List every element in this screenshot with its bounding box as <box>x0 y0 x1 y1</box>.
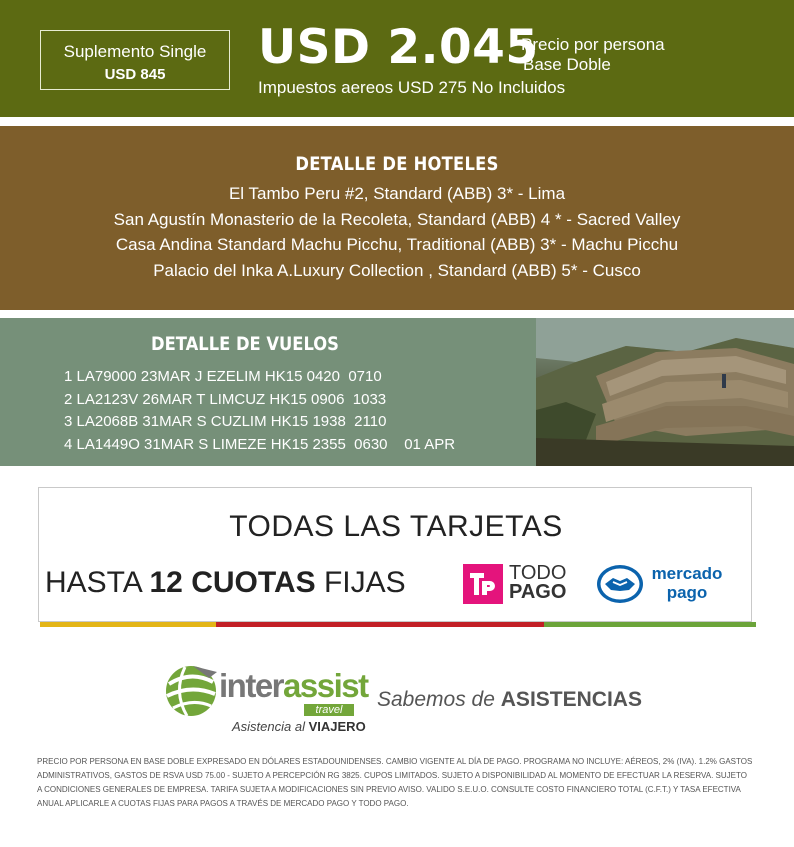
inca-ruins-photo <box>536 318 794 466</box>
single-supplement-price: USD 845 <box>104 66 166 83</box>
todopago-wordmark <box>509 564 579 602</box>
hotel-item: Casa Andina Standard Machu Picchu, Traditional (ABB) 3* - Machu Picchu <box>115 235 679 254</box>
price-banner <box>0 0 794 117</box>
todopago-icon <box>463 564 503 604</box>
payment-box <box>38 487 752 622</box>
slogan-prefix: Sabemos de <box>377 688 495 711</box>
todopago-line2: PAGO <box>509 581 567 603</box>
assist-slogan <box>377 688 642 712</box>
main-price: USD 2.045 <box>258 20 539 75</box>
flight-item: 1 LA79000 23MAR J EZELIM HK15 0420 0710 <box>64 368 382 385</box>
flights-title: DETALLE DE VUELOS <box>151 333 339 355</box>
flights-section <box>0 318 536 466</box>
price-per-person-note: Precio por persona <box>521 35 665 54</box>
base-doble-note: Base Doble <box>523 55 611 74</box>
payment-title: TODAS LAS TARJETAS <box>229 510 563 543</box>
flight-item: 4 LA1449O 31MAR S LIMEZE HK15 2355 0630 01 APR <box>64 435 456 453</box>
hotels-title: DETALLE DE HOTELES <box>295 153 499 175</box>
mercadopago-wordmark <box>647 564 727 602</box>
tagline-bold: VIAJERO <box>308 719 366 734</box>
slogan-bold: ASISTENCIAS <box>500 688 642 711</box>
single-supplement-box <box>40 30 230 90</box>
tagline-prefix: Asistencia al <box>232 719 305 734</box>
brand-travel-tag: travel <box>304 704 354 716</box>
taxes-note: Impuestos aereos USD 275 No Incluidos <box>258 78 566 97</box>
cuotas-suffix: FIJAS <box>323 566 406 599</box>
hotels-section <box>0 126 794 310</box>
green-bar <box>544 622 756 627</box>
single-supplement-label: Suplemento Single <box>63 42 207 61</box>
hotel-item: Palacio del Inka A.Luxury Collection , Standard (ABB) 5* - Cusco <box>153 260 641 280</box>
red-bar <box>216 622 544 627</box>
todopago-line1: TODO <box>509 562 567 584</box>
flight-item: 2 LA2123V 26MAR T LIMCUZ HK15 0906 1033 <box>64 390 387 408</box>
hotel-item: San Agustín Monasterio de la Recoleta, Standard (ABB) 4 * - Sacred Valley <box>113 209 681 229</box>
flight-list <box>64 366 455 456</box>
interassist-wordmark <box>219 668 368 704</box>
legal-disclaimer: PRECIO POR PERSONA EN BASE DOBLE EXPRESADO EN DÓLARES ESTADOUNIDENSES. CAMBIO VIGENTE AL DÍA DE PAGO. PROGRAMA NO INCLUYE: AÉREOS, 2% (IVA). 1.2% GASTOS ADMINISTRATIVOS, GASTOS DE RSVA USD 75.00 - SUJETO A PERCEPCIÓN RG 3825. CUPOS LIMITADOS. SUJETO A DISPONIBILIDAD AL MOMENTO DE EFECTUAR LA RESERVA. SUJETO A CONDICIONES GENERALES DE EMPRESA. TARIFA SUJETA A MODIFICACIONES SIN PREVIO AVISO. VALIDO S.E.U.O. CONSULTE COSTO FINANCIERO TOTAL (C.F.T.) Y TASA EFECTIVA ANUAL APLICARLE A CUOTAS FIJAS PARA PAGOS A TRAVÉS DE MERCADO PAGO Y TODO PAGO. <box>37 757 753 808</box>
yellow-bar <box>40 622 216 627</box>
globe-icon <box>163 662 219 725</box>
cuotas-count: 12 CUOTAS <box>149 566 316 599</box>
ruins-illustration <box>536 318 794 466</box>
flight-item: 3 LA2068B 31MAR S CUZLIM HK15 1938 2110 <box>64 413 387 430</box>
color-bar-divider <box>40 622 756 627</box>
hotel-item: El Tambo Peru #2, Standard (ABB) 3* - Lima <box>228 184 566 203</box>
brand-inter: inter <box>219 667 284 704</box>
hotel-list <box>0 181 794 283</box>
cuotas-prefix: HASTA <box>45 566 142 599</box>
cuotas-headline <box>45 566 406 600</box>
assist-tagline <box>232 719 366 734</box>
brand-assist: assist <box>283 667 368 704</box>
mercadopago-line2: pago <box>666 583 708 602</box>
handshake-icon <box>596 564 644 609</box>
mercadopago-line1: mercado <box>651 564 723 583</box>
